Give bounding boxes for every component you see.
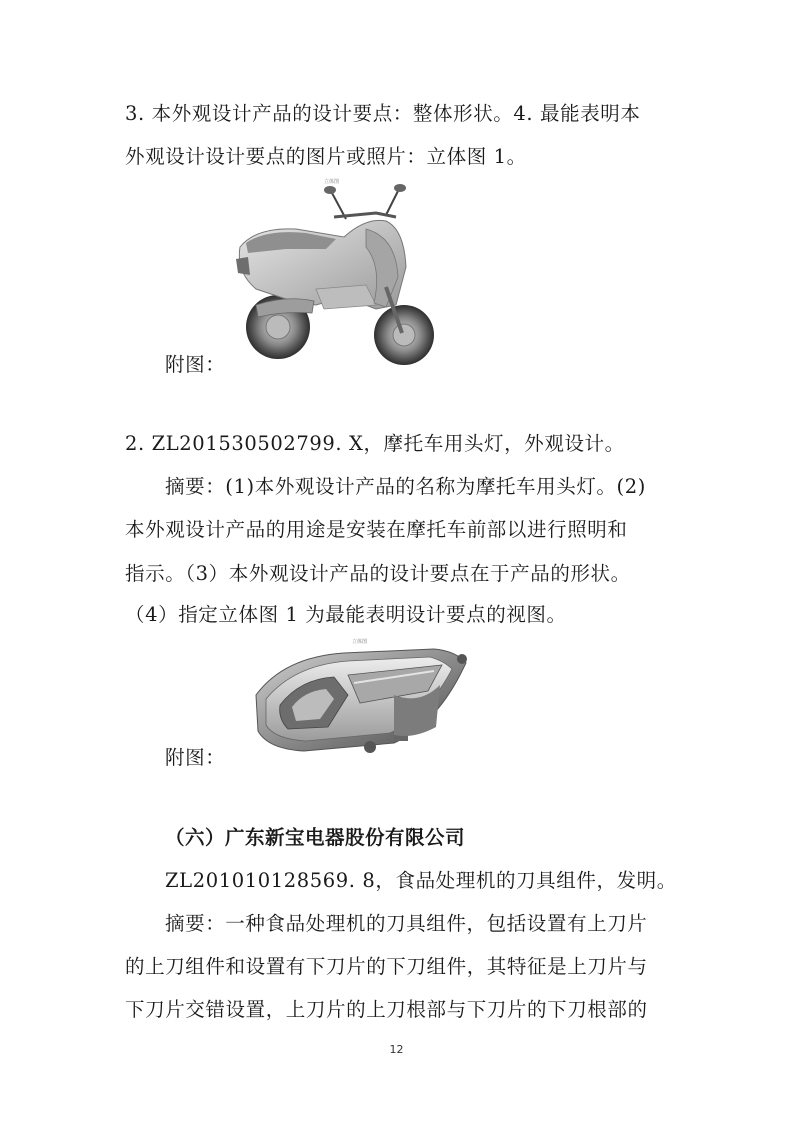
headlight-illustration <box>244 635 474 765</box>
svg-text:立体图: 立体图 <box>324 179 340 185</box>
paragraph-line-11: 下刀片交错设置，上刀片的上刀根部与下刀片的下刀根部的 <box>125 998 648 1021</box>
scooter-figure <box>226 177 441 372</box>
section-heading: （六）广东新宝电器股份有限公司 <box>165 826 466 849</box>
paragraph-line-5: 本外观设计产品的用途是安装在摩托车前部以进行照明和 <box>125 518 628 541</box>
figure-1-caption: 附图： <box>165 353 226 376</box>
paragraph-line-6: 指示。（3）本外观设计产品的设计要点在于产品的形状。 <box>125 562 631 585</box>
paragraph-line-8: ZL201010128569. 8，食品处理机的刀具组件，发明。 <box>165 869 677 892</box>
page-number: 12 <box>389 1043 404 1056</box>
figure-2-caption: 附图： <box>165 746 226 769</box>
paragraph-line-2: 外观设计设计要点的图片或照片：立体图 1。 <box>125 145 527 168</box>
scooter-illustration <box>226 177 441 372</box>
headlight-figure <box>244 635 474 765</box>
paragraph-line-7: （4）指定立体图 1 为最能表明设计要点的视图。 <box>125 603 567 626</box>
paragraph-line-3: 2. ZL201530502799. X，摩托车用头灯，外观设计。 <box>125 432 625 455</box>
paragraph-line-9: 摘要：一种食品处理机的刀具组件，包括设置有上刀片 <box>165 912 648 935</box>
svg-text:立体图: 立体图 <box>352 639 368 645</box>
paragraph-line-4: 摘要：(1)本外观设计产品的名称为摩托车用头灯。(2) <box>165 475 646 498</box>
paragraph-line-10: 的上刀组件和设置有下刀片的下刀组件，其特征是上刀片与 <box>125 955 648 978</box>
paragraph-line-1: 3. 本外观设计产品的设计要点：整体形状。4. 最能表明本 <box>125 102 641 125</box>
